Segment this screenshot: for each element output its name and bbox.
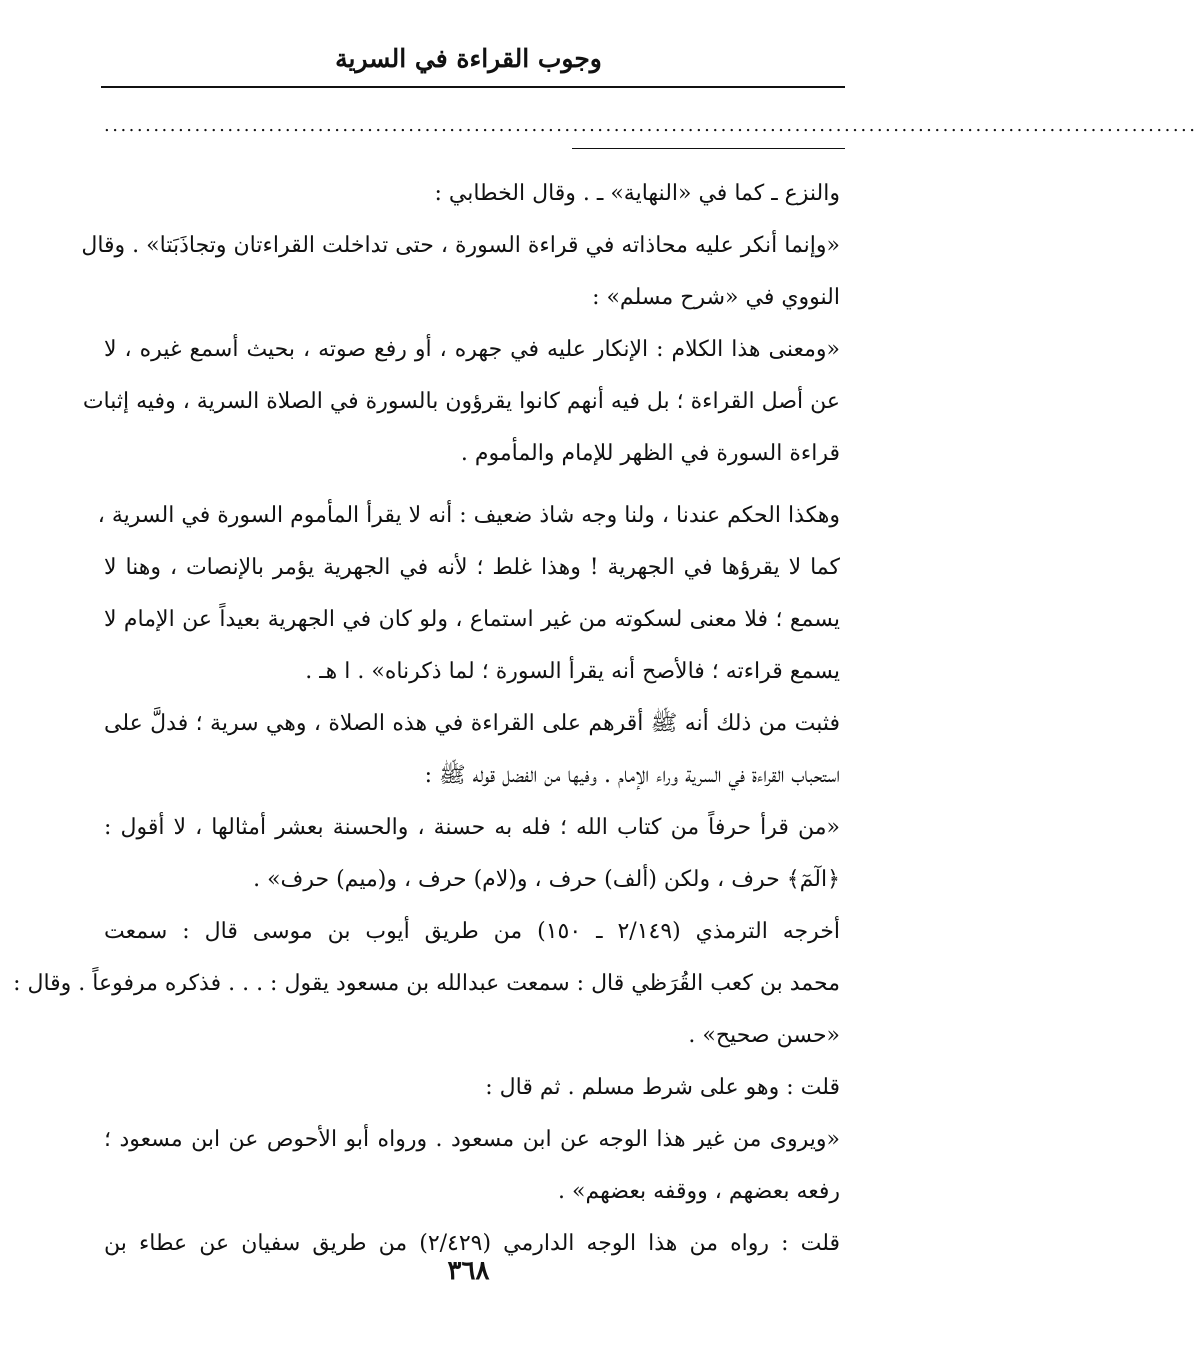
text-line: «من قرأ حرفاً من كتاب الله ؛ فله به حسنة ، والحسنة بعشر أمثالها ، لا أقول : bbox=[104, 815, 840, 840]
text-line: والنزع ـ كما في «النهاية» ـ . وقال الخطابي : bbox=[434, 181, 840, 206]
text-line: عن أصل القراءة ؛ بل فيه أنهم كانوا يقرؤون بالسورة في الصلاة السرية ، وفيه إثبات bbox=[82, 389, 840, 414]
text-line: قراءة السورة في الظهر للإمام والمأموم . bbox=[460, 441, 840, 466]
text-line: محمد بن كعب القُرَظي قال : سمعت عبدالله بن مسعود يقول : . . . فذكره مرفوعاً . وقال : bbox=[13, 971, 840, 996]
text-line: «ومعنى هذا الكلام : الإنكار عليه في جهره ، أو رفع صوته ، بحيث أسمع غيره ، لا bbox=[104, 337, 840, 362]
paragraph bbox=[13, 906, 840, 1062]
page-number: ٣٦٨ bbox=[447, 1256, 490, 1286]
text-line: كما لا يقرؤها في الجهرية ! وهذا غلط ؛ لأنه في الجهرية يؤمر بالإنصات ، وهنا لا bbox=[104, 555, 840, 580]
text-line: رفعه بعضهم ، ووقفه بعضهم» . bbox=[558, 1179, 840, 1204]
text-line: فثبت من ذلك أنه ﷺ أقرهم على القراءة في هذه الصلاة ، وهي سرية ؛ فدلَّ على bbox=[104, 711, 840, 736]
text-line: يسمع قراءته ؛ فالأصح أنه يقرأ السورة ؛ لما ذكرناه» . ا هـ . bbox=[305, 659, 840, 684]
paragraph bbox=[81, 220, 840, 324]
text-line: قلت : رواه من هذا الوجه الدارمي (٢/٤٢٩) من طريق سفيان عن عطاء بن bbox=[104, 1231, 841, 1256]
paragraph bbox=[104, 698, 840, 802]
paragraph bbox=[104, 802, 840, 906]
text-line: يسمع ؛ فلا معنى لسكوته من غير استماع ، ولو كان في الجهرية بعيداً عن الإمام لا bbox=[104, 607, 840, 632]
text-line: وهكذا الحكم عندنا ، ولنا وجه شاذ ضعيف : أنه لا يقرأ المأموم السورة في السرية ، bbox=[97, 503, 840, 528]
text-line: قلت : وهو على شرط مسلم . ثم قال : bbox=[485, 1075, 840, 1100]
paragraph bbox=[97, 490, 840, 698]
dotted-separator: ..................................................................................................................................... bbox=[104, 115, 1197, 136]
text-line: «حسن صحيح» . bbox=[688, 1023, 840, 1048]
header-rule bbox=[101, 86, 845, 88]
body-text bbox=[13, 168, 841, 1270]
text-line: «ويروى من غير هذا الوجه عن ابن مسعود . ورواه أبو الأحوص عن ابن مسعود ؛ bbox=[104, 1127, 840, 1152]
running-title: وجوب القراءة في السرية bbox=[335, 44, 602, 73]
text-line: استحباب القراءة في السرية وراء الإمام . وفيها من الفضل قوله ﷺ : bbox=[424, 763, 840, 788]
text-line: أخرجه الترمذي (٢/١٤٩ ـ ١٥٠) من طريق أيوب بن موسى قال : سمعت bbox=[104, 919, 840, 944]
paragraph bbox=[104, 1062, 840, 1114]
spacer bbox=[104, 480, 840, 490]
text-line: «وإنما أنكر عليه محاذاته في قراءة السورة ، حتى تداخلت القراءتان وتجاذَبَتا» . وقال bbox=[81, 233, 840, 258]
paragraph bbox=[104, 168, 840, 220]
footnote-rule bbox=[572, 148, 845, 149]
text-line: النووي في «شرح مسلم» : bbox=[592, 285, 840, 310]
paragraph bbox=[82, 324, 840, 480]
text-line: ﴿الٓمٓ﴾ حرف ، ولكن (ألف) حرف ، و(لام) حرف ، و(ميم) حرف» . bbox=[253, 867, 840, 892]
paragraph bbox=[104, 1114, 840, 1218]
